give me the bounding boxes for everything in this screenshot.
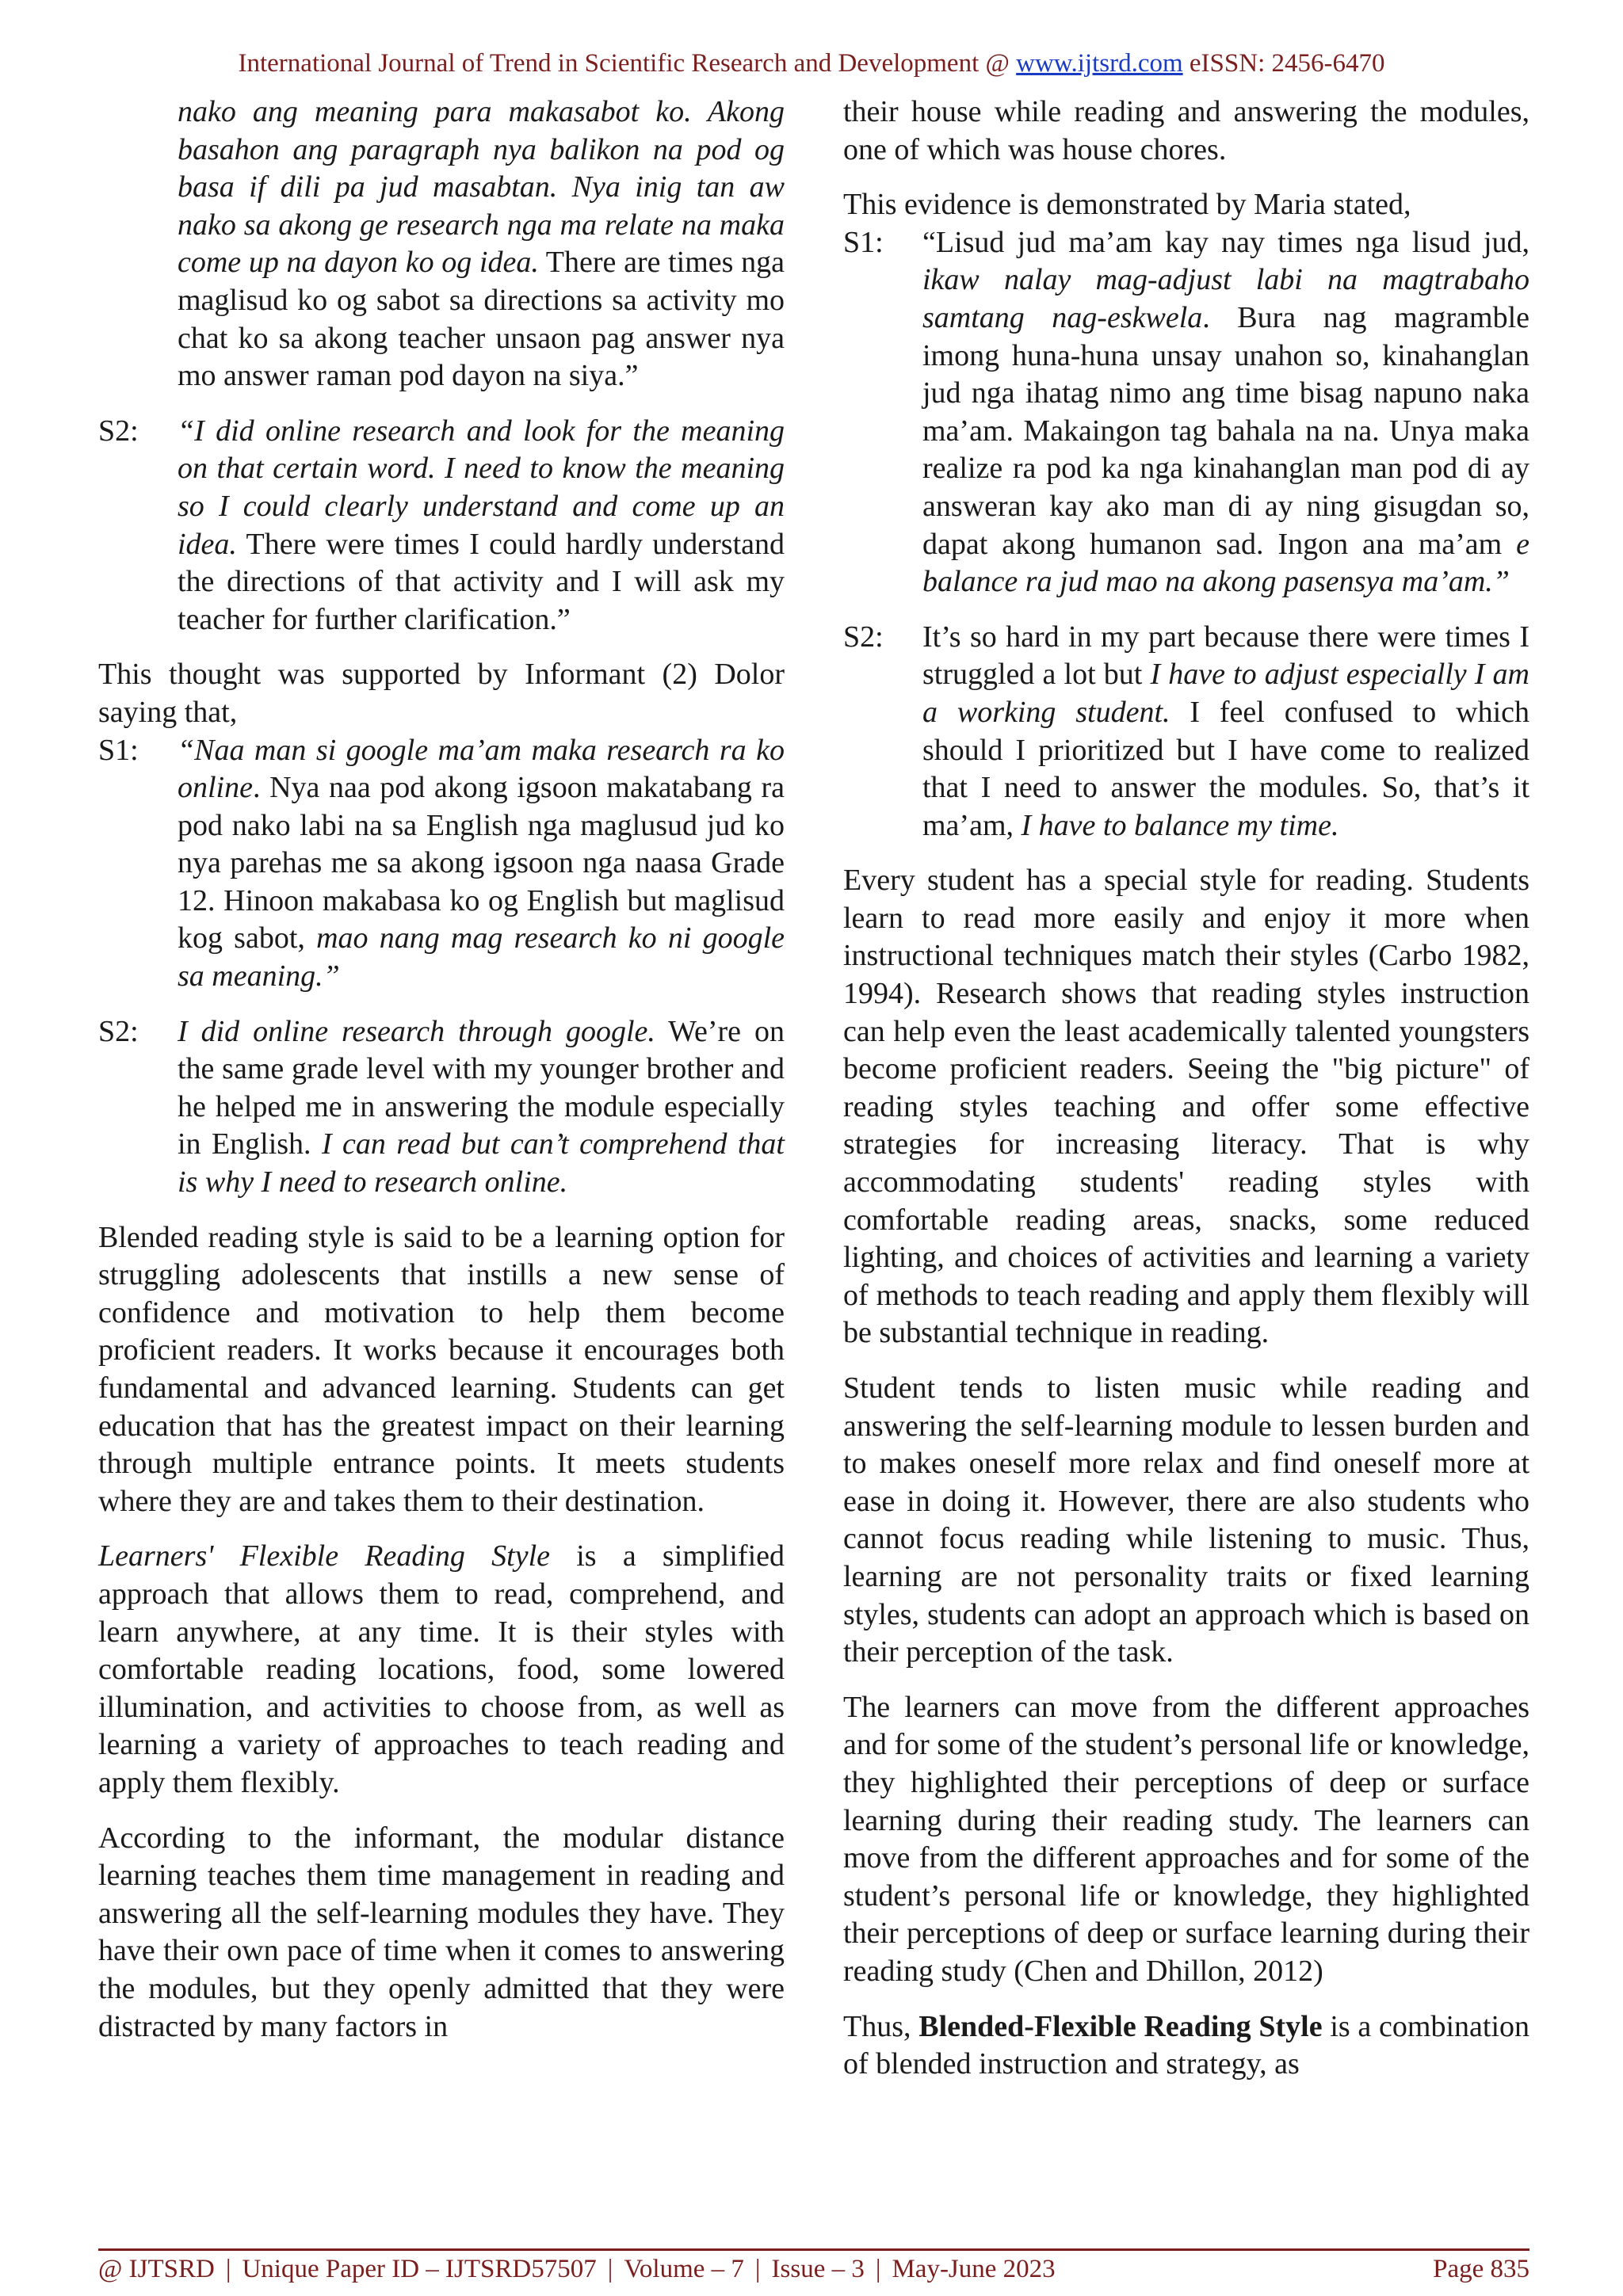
speaker-label: S1: xyxy=(843,225,884,259)
paragraph-informant: According to the informant, the modular distance learning teaches them time management in reading and answering all the self-learning modules they have. They have their own pace of time when it comes to answering the modules, but they openly admitted that they were distracted by many factors in xyxy=(98,1821,785,2043)
paragraph-continuation: their house while reading and answering the modules, one of which was house chores. xyxy=(843,95,1529,166)
journal-url-link[interactable]: www.ijtsrd.com xyxy=(1016,49,1183,78)
footer-page-number: Page 835 xyxy=(1433,2255,1529,2283)
quote-s1-continuation: nako ang meaning para makasabot ko. Akong basahon ang paragraph nya balikon na pod og basa if dili pa jud masabtan. Nya inig tan aw nako sa akong ge research nga ma relate na maka come up na dayon ko og idea. There are times nga maglisud ko og sabot sa directions sa activity mo chat ko sa akong teacher unsaon pag answer nya mo answer raman pod dayon na siya.” xyxy=(178,95,785,393)
footer-separator: | xyxy=(754,2255,761,2283)
footer-paper-id: Unique Paper ID – IJTSRD57507 xyxy=(242,2255,597,2283)
journal-name: International Journal of Trend in Scientific Research and Development @ xyxy=(238,49,1017,78)
speaker-label: S2: xyxy=(98,1014,139,1048)
quote-s2-maria xyxy=(843,619,1529,845)
right-column xyxy=(843,93,1529,2101)
footer-separator: | xyxy=(225,2255,231,2283)
speaker-label: S1: xyxy=(98,733,139,767)
paragraph-support: This thought was supported by Informant (2) Dolor saying that, xyxy=(98,658,785,729)
quote-text: “Lisud jud ma’am kay nay times nga lisud jud, ikaw nalay mag-adjust labi na magtrabaho samtang nag-eskwela. Bura nag magramble imong huna-huna unsay unahon so, kinahanglan jud nga ihatag nimo ang time bisag napuno naka ma’am. Makaingon tag bahala na na. Unya maka realize ra pod ka nga kinahanglan man pod di ay answeran kay ako man di ay ning gisugdan so, dapat akong humanon sad. Ingon ana ma’am e balance ra jud mao na akong pasensya ma’am.” xyxy=(922,225,1529,599)
quote-s2 xyxy=(98,413,785,639)
paragraph-thus: Thus, Blended-Flexible Reading Style is a combination of blended instruction and strategy, as xyxy=(843,2009,1529,2081)
footer-issue: Issue – 3 xyxy=(771,2255,865,2283)
quote-text: I did online research through google. We’re on the same grade level with my younger brother and he helped me in answering the module especially in English. I can read but can’t comprehend that is why I need to research online. xyxy=(178,1014,785,1199)
paragraph-every-student: Every student has a special style for reading. Students learn to read more easily and enjoy it more when instructional techniques match their styles (Carbo 1982, 1994). Research shows that reading styles instruction can help even the least academically talented youngsters become proficient readers. Seeing the "big picture" of reading styles teaching and offer some effective strategies for increasing literacy. That is why accommodating students' reading styles with comfortable reading areas, snacks, some reduced lighting, and choices of activities and learning a variety of methods to teach reading and apply them flexibly will be substantial technique in reading. xyxy=(843,864,1529,1350)
journal-issn: eISSN: 2456-6470 xyxy=(1182,49,1385,78)
footer-volume: Volume – 7 xyxy=(624,2255,744,2283)
footer-divider xyxy=(98,2248,1529,2251)
footer-left xyxy=(98,2255,1056,2284)
quote-text: “I did online research and look for the meaning on that certain word. I need to know the meaning so I could clearly understand and come up an idea. There were times I could hardly understand the directions of that activity and I will ask my teacher for further clarification.” xyxy=(178,414,785,636)
speaker-label: S2: xyxy=(843,620,884,654)
running-footer xyxy=(98,2255,1529,2284)
paragraph-flexible: Learners' Flexible Reading Style is a simplified approach that allows them to read, comprehend, and learn anywhere, at any time. It is their styles with comfortable reading locations, food, some lowered illumination, and activities to choose from, as well as learning a variety of approaches to teach reading and apply them flexibly. xyxy=(98,1539,785,1799)
paragraph-approaches: The learners can move from the different approaches and for some of the student’s personal life or knowledge, they highlighted their perceptions of deep or surface learning during their reading study. The learners can move from the different approaches and for some of the student’s personal life or knowledge, they highlighted their perceptions of deep or surface learning during their reading study (Chen and Dhillon, 2012) xyxy=(843,1690,1529,1988)
speaker-label: S2: xyxy=(98,414,139,448)
running-header xyxy=(0,49,1623,78)
paragraph-blended: Blended reading style is said to be a learning option for struggling adolescents that instills a new sense of confidence and motivation to help them become proficient readers. It works because it encourages both fundamental and advanced learning. Students can get education that has the greatest impact on their learning through multiple entrance points. It meets students where they are and takes them to their destination. xyxy=(98,1220,785,1518)
quote-text: “Naa man si google ma’am maka research ra ko online. Nya naa pod akong igsoon makatabang ra pod nako labi na sa English nga maglusud jud ko nya parehas me sa akong igsoon nga naasa Grade 12. Hinoon makabasa ko og English but maglisud kog sabot, mao nang mag research ko ni google sa meaning.” xyxy=(178,733,785,994)
footer-separator: | xyxy=(875,2255,881,2283)
quote-s1b xyxy=(98,732,785,996)
quote-s1-maria xyxy=(843,224,1529,601)
footer-separator: | xyxy=(607,2255,613,2283)
paragraph-evidence: This evidence is demonstrated by Maria stated, xyxy=(843,188,1411,222)
quote-s2b xyxy=(98,1013,785,1202)
left-column xyxy=(98,93,785,2063)
footer-date: May-June 2023 xyxy=(892,2255,1056,2283)
quote-text: It’s so hard in my part because there were times I struggled a lot but I have to adjust especially I am a working student. I feel confused to which should I prioritized but I have come to realized that I need to answer the modules. So, that’s it ma’am, I have to balance my time. xyxy=(922,620,1530,842)
paragraph-music: Student tends to listen music while reading and answering the self-learning module to lessen burden and to makes oneself more relax and find oneself more at ease in doing it. However, there are also students who cannot focus reading while listening to music. Thus, learning are not personality traits or fixed learning styles, students can adopt an approach which is based on their perception of the task. xyxy=(843,1371,1529,1669)
footer-journal: @ IJTSRD xyxy=(98,2255,215,2283)
